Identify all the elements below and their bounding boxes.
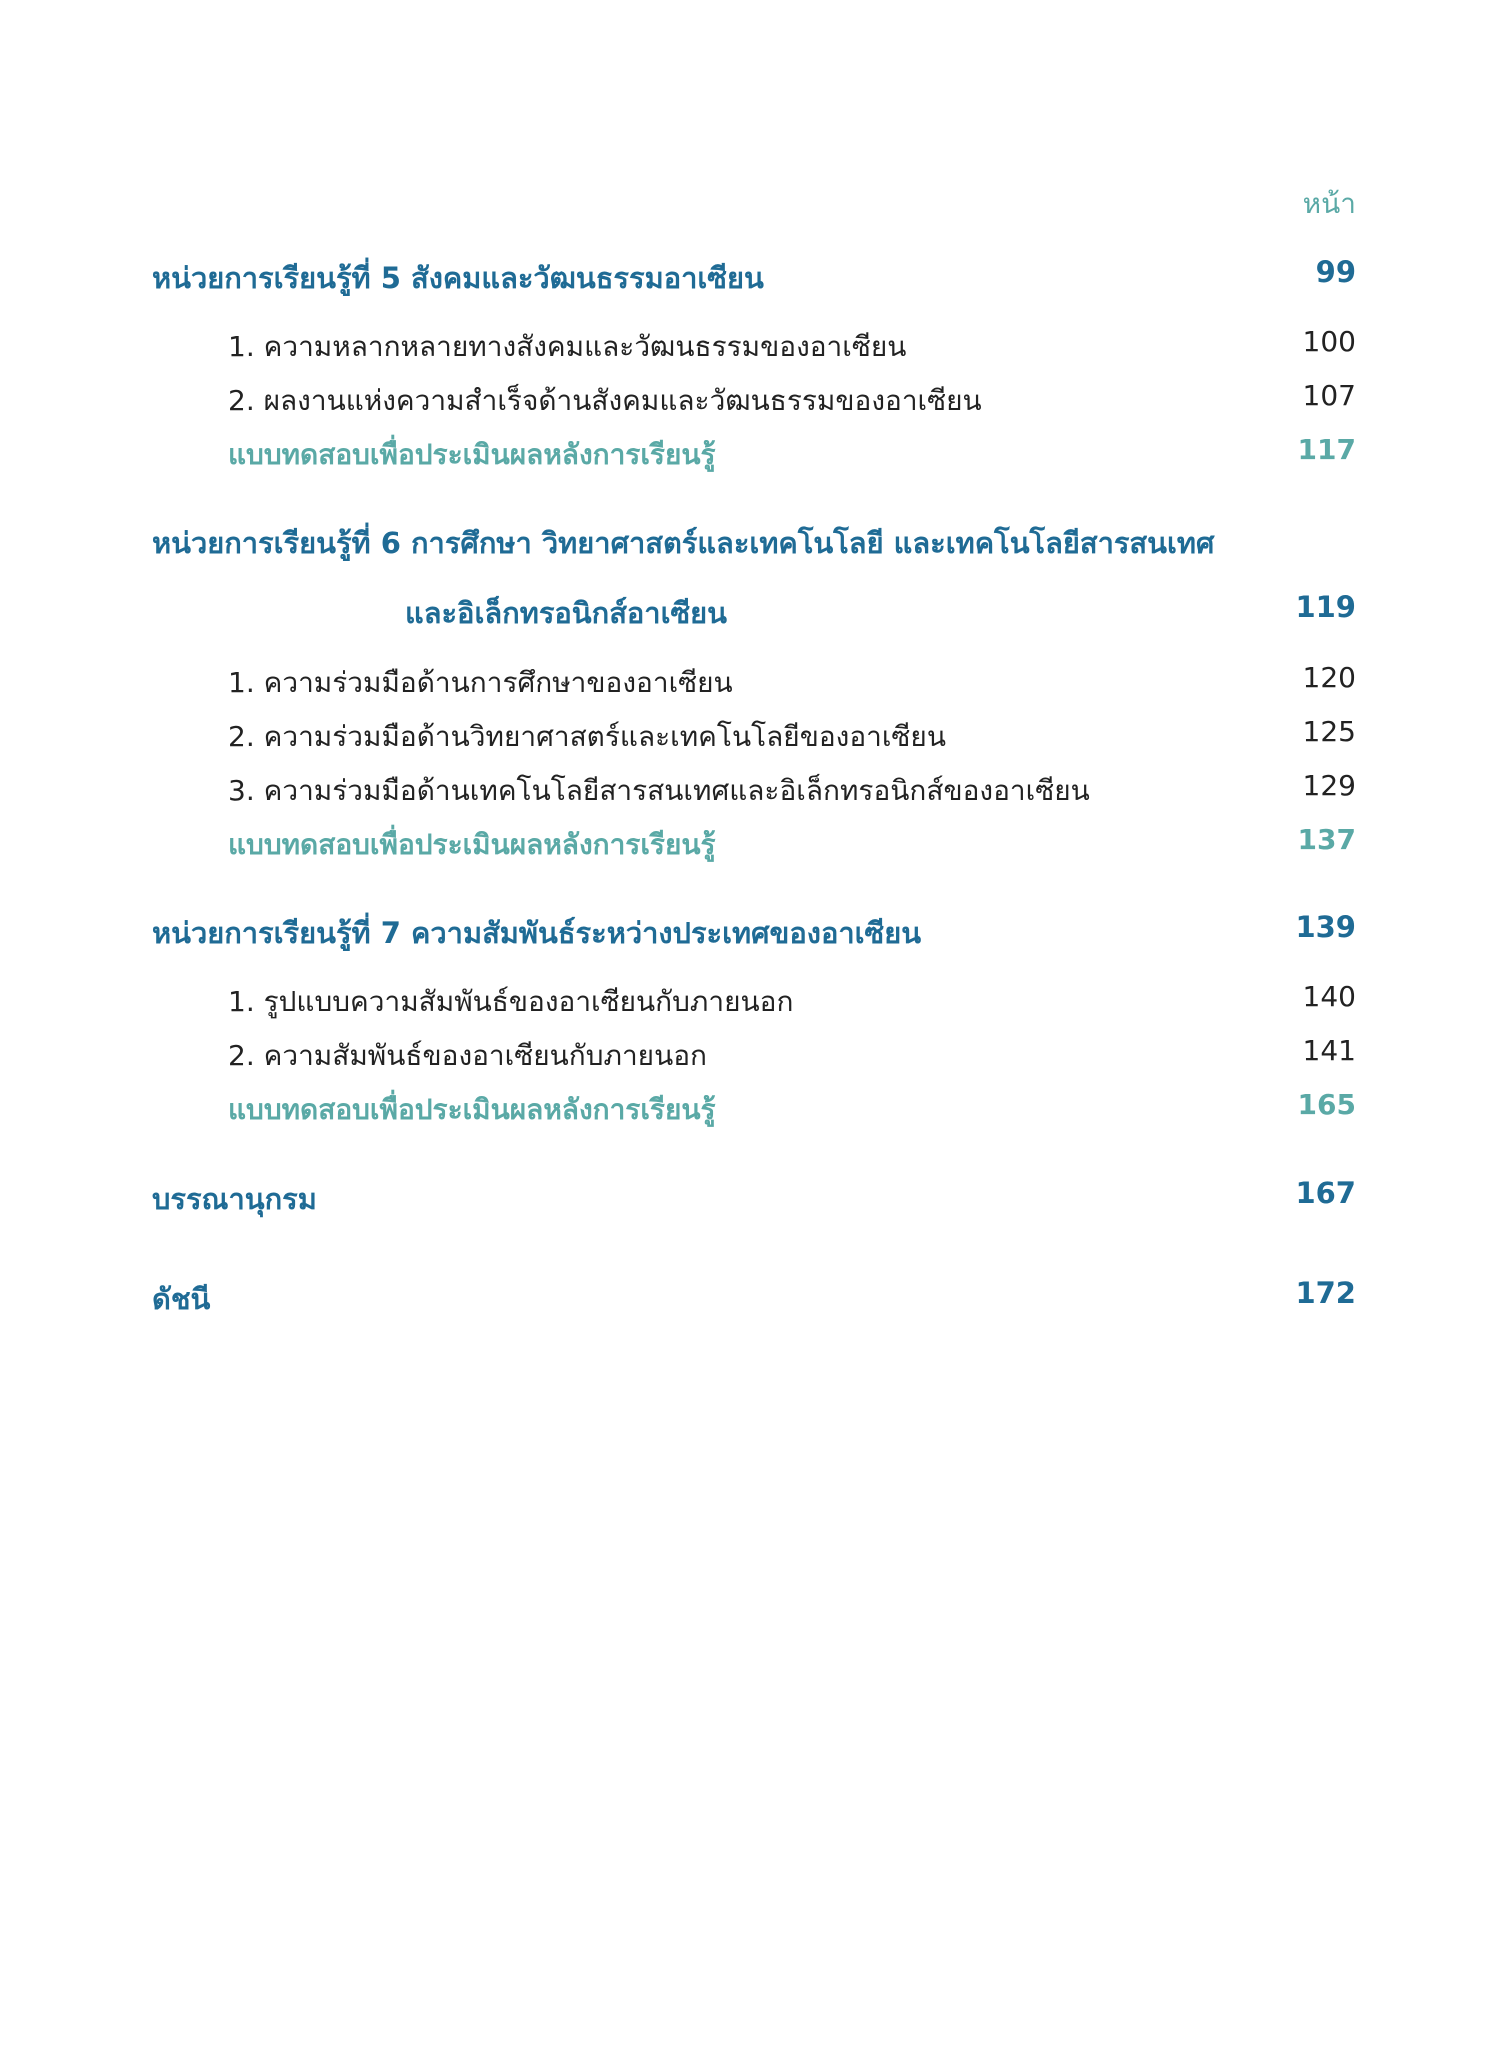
toc-item-label: 2. ความร่วมมือด้านวิทยาศาสตร์และเทคโนโลยีของอาเซียน xyxy=(228,720,946,753)
test-page: 117 xyxy=(1297,433,1356,466)
index-title: ดัชนี xyxy=(152,1282,211,1316)
toc-item-page: 141 xyxy=(1302,1034,1356,1067)
toc-item-page: 120 xyxy=(1302,661,1356,694)
toc-index[interactable] xyxy=(0,1276,1496,1320)
unit-title-continuation: และอิเล็กทรอนิกส์อาเซียน xyxy=(405,596,728,630)
page-header-label: หน้า xyxy=(1302,187,1356,220)
unit-page-number: 139 xyxy=(1295,910,1356,944)
unit-title: หน่วยการเรียนรู้ที่ 5 สังคมและวัฒนธรรมอาเซียน xyxy=(152,261,764,295)
toc-item-label: 2. ความสัมพันธ์ของอาเซียนกับภายนอก xyxy=(228,1039,707,1072)
bibliography-page: 167 xyxy=(1295,1176,1356,1210)
bibliography-title: บรรณานุกรม xyxy=(152,1182,317,1216)
toc-item-label: 3. ความร่วมมือด้านเทคโนโลยีสารสนเทศและอิเล็กทรอนิกส์ของอาเซียน xyxy=(228,774,1090,807)
toc-item[interactable] xyxy=(0,769,1496,813)
test-label: แบบทดสอบเพื่อประเมินผลหลังการเรียนรู้ xyxy=(228,1093,716,1126)
toc-item[interactable] xyxy=(0,1034,1496,1078)
test-page: 137 xyxy=(1297,823,1356,856)
toc-item-page: 100 xyxy=(1302,325,1356,358)
toc-item[interactable] xyxy=(0,379,1496,423)
toc-unit-5[interactable] xyxy=(0,255,1496,299)
toc-bibliography[interactable] xyxy=(0,1176,1496,1220)
toc-item-page: 129 xyxy=(1302,769,1356,802)
toc-item-label: 1. ความร่วมมือด้านการศึกษาของอาเซียน xyxy=(228,666,733,699)
toc-item-label: 1. รูปแบบความสัมพันธ์ของอาเซียนกับภายนอก xyxy=(228,985,794,1018)
toc-test[interactable] xyxy=(0,1088,1496,1132)
toc-item-page: 140 xyxy=(1302,980,1356,1013)
toc-item-label: 1. ความหลากหลายทางสังคมและวัฒนธรรมของอาเซียน xyxy=(228,330,907,363)
toc-unit-6-line2[interactable] xyxy=(0,590,1496,634)
toc-test[interactable] xyxy=(0,823,1496,867)
toc-item[interactable] xyxy=(0,715,1496,759)
toc-item-label: 2. ผลงานแห่งความสำเร็จด้านสังคมและวัฒนธรรมของอาเซียน xyxy=(228,384,982,417)
unit-page-number: 99 xyxy=(1315,255,1356,289)
toc-unit-6-line1[interactable] xyxy=(0,520,1496,564)
index-page: 172 xyxy=(1295,1276,1356,1310)
test-label: แบบทดสอบเพื่อประเมินผลหลังการเรียนรู้ xyxy=(228,438,716,471)
unit-title: หน่วยการเรียนรู้ที่ 6 การศึกษา วิทยาศาสตร์และเทคโนโลยี และเทคโนโลยีสารสนเทศ xyxy=(152,526,1215,560)
test-label: แบบทดสอบเพื่อประเมินผลหลังการเรียนรู้ xyxy=(228,828,716,861)
unit-page-number: 119 xyxy=(1295,590,1356,624)
toc-item[interactable] xyxy=(0,325,1496,369)
toc-item[interactable] xyxy=(0,980,1496,1024)
toc-item-page: 125 xyxy=(1302,715,1356,748)
test-page: 165 xyxy=(1297,1088,1356,1121)
toc-test[interactable] xyxy=(0,433,1496,477)
toc-item[interactable] xyxy=(0,661,1496,705)
toc-item-page: 107 xyxy=(1302,379,1356,412)
toc-unit-7[interactable] xyxy=(0,910,1496,954)
unit-title: หน่วยการเรียนรู้ที่ 7 ความสัมพันธ์ระหว่างประเทศของอาเซียน xyxy=(152,916,922,950)
